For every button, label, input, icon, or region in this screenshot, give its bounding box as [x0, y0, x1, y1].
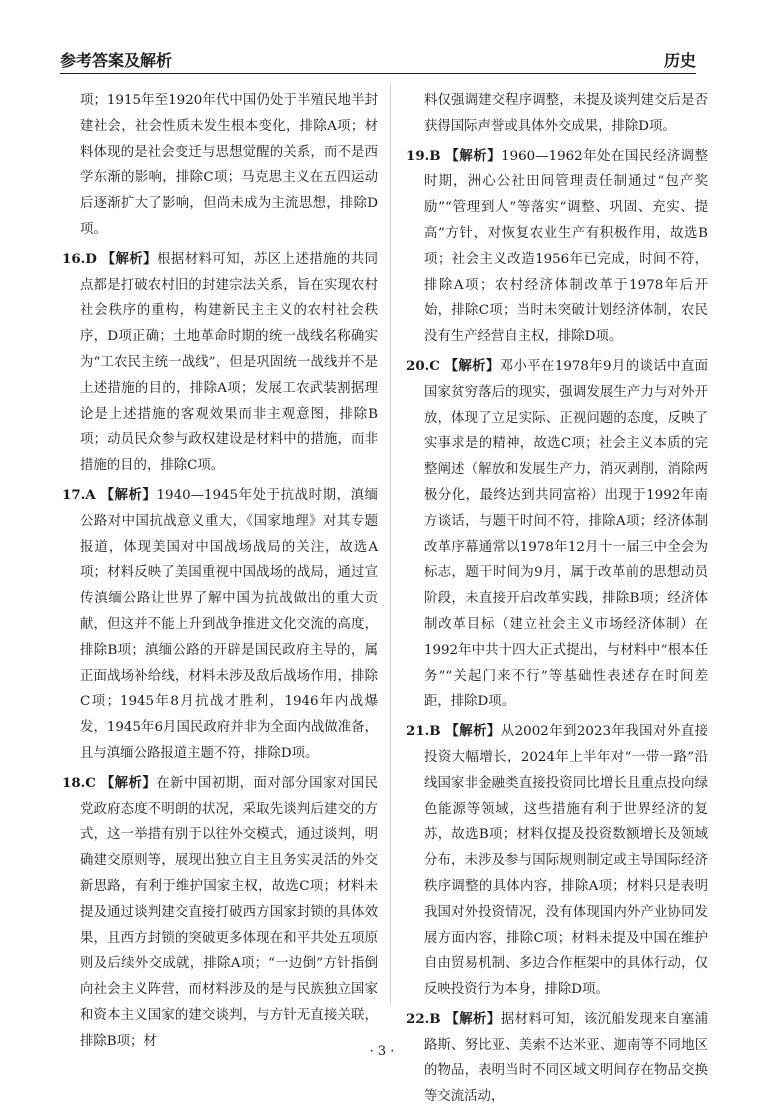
page-number: · 3 · [369, 1044, 395, 1059]
answer-number: 19.B [406, 147, 441, 164]
document-title: 参考答案及解析 [60, 51, 173, 70]
column-divider [390, 84, 391, 1004]
analysis-tag: 【解析】 [445, 723, 501, 740]
answer-item-18 [62, 771, 378, 1055]
answer-number: 16.D [62, 250, 97, 267]
answer-continuation: 项；1915年至1920年代中国仍处于半殖民地半封建社会，社会性质未发生根本变化，排除A项；材料体现的是社会变迁与思想觉醒的关系，而不是西学东渐的影响，排除C项；马克思主义在五四运动后逐渐扩大了影响，但尚未成为主流思想，排除D项。 [80, 93, 378, 237]
answer-item-17 [62, 483, 378, 767]
answer-number: 17.A [62, 486, 96, 503]
analysis-tag: 【解析】 [445, 147, 502, 164]
answer-number: 18.C [62, 774, 96, 791]
analysis-tag: 【解析】 [445, 1010, 501, 1027]
answer-continuation: 料仅强调建交程序调整，未提及谈判建交后是否获得国际声誉或具体外交成果，排除D项。 [424, 93, 708, 134]
analysis-tag: 【解析】 [101, 250, 158, 267]
left-column [62, 88, 378, 1058]
answer-text: 1940—1945年处于抗战时期，滇缅公路对中国抗战意义重大，《国家地理》对其专题报道，体现美国对中国战场战局的关注，故选A项；材料反映了美国重视中国战场的战局，通过宣传滇缅公路让世界了解中国为抗战做出的重大贡献，但这并不能上升到战争推进文化交流的高度，排除B项；滇缅公路的开辟是国民政府主导的，属正面战场补给线，材料未涉及敌后战场作用，排除C项；1945年8月抗战才胜利，1946年内战爆发，1945年6月国民政府并非为全面内战做准备，且与滇缅公路报道主题不符，排除D项。 [80, 487, 379, 761]
analysis-tag: 【解析】 [444, 357, 500, 374]
header-rule [60, 73, 696, 74]
analysis-tag: 【解析】 [100, 486, 157, 503]
answer-number: 20.C [406, 357, 440, 374]
page-header [60, 42, 696, 72]
answer-number: 22.B [406, 1010, 441, 1027]
answer-text: 1960—1962年处在国民经济调整时期，洲心公社田间管理责任制通过“包产奖励”“管理到人”等落实“调整、巩固、充实、提高”方针，对恢复农业生产有积极作用，故选B项；社会主义改造1956年已完成，时间不符，排除A项；农村经济体制改革于1978年后开始，排除C项；当时未突破计划经济体制，农民没有生产经营自主权，排除D项。 [424, 148, 708, 345]
answer-item-19 [406, 144, 708, 350]
answer-text: 根据材料可知，苏区上述措施的共同点都是打破农村旧的封建宗法关系，旨在实现农村社会秩序的重构，构建新民主主义的农村社会秩序，D项正确；土地革命时期的统一战线名称确实为“工农民主统一战线”，但是巩固统一战线并不是上述措施的目的，排除A项；发展工农武装割据理论是上述措施的客观效果而非主观意图，排除B项；动员民众参与政权建设是材料中的措施，而非措施的目的，排除C项。 [80, 251, 379, 474]
answer-item-21 [406, 719, 708, 1003]
answer-item-16 [62, 247, 378, 479]
answer-text: 邓小平在1978年9月的谈话中直面国家贫穷落后的现实，强调发展生产力与对外开放，体现了立足实际、正视问题的态度，反映了实事求是的精神，故选C项；社会主义本质的完整阐述（解放和发展生产力，消灭剥削，消除两极分化，最终达到共同富裕）出现于1992年南方谈话，与题干时间不符，排除A项；经济体制改革序幕通常以1978年12月十一届三中全会为标志，题干时间为9月，属于改革前的思想动员阶段，未直接开启改革实践，排除B项；经济体制改革目标（建立社会主义市场经济体制）在1992年中共十四大正式提出，与材料中“根本任务”“关起门来不行”等基础性表述存在时间差距，排除D项。 [424, 358, 708, 710]
answer-text: 据材料可知，该沉船发现来自塞浦路斯、努比亚、美索不达米亚、迦南等不同地区的物品，表明当时不同区域文明间存在物品交换等交流活动， [424, 1011, 709, 1105]
answer-text: 在新中国初期，面对部分国家对国民党政府态度不明朗的状况，采取先谈判后建交的方式，这一举措有别于以往外交模式，通过谈判，明确建交原则等，展现出独立自主且务实灵活的外交新思路，有利于维护国家主权，故选C项；材料未提及通过谈判建交直接打破西方国家封锁的具体效果，且西方封锁的突破更多体现在和平共处五项原则及后续外交成就，排除A项；“一边倒”方针指倒向社会主义阵营，而材料涉及的是与民族独立国家和资本主义国家的建交谈判，与方针无直接关联，排除B项；材 [80, 775, 379, 1049]
analysis-tag: 【解析】 [100, 774, 157, 791]
right-column [406, 88, 708, 1114]
answer-number: 21.B [406, 723, 441, 740]
answer-item-20 [406, 354, 708, 715]
answer-text: 从2002年到2023年我国对外直接投资大幅增长，2024年上半年对“一带一路”沿线国家非金融类直接投资同比增长且重点投向绿色能源等领域，这些措施有利于世界经济的复苏，故选B项；材料仅提及投资数额增长及领域分布，未涉及参与国际规则制定或主导国际经济秩序调整的具体内容，排除A项；材料只是表明我国对外投资情况，没有体现国内外产业协同发展方面内容，排除C项；材料未提及中国在维护自由贸易机制、多边合作框架中的具体行动，仅反映投资行为本身，排除D项。 [424, 724, 709, 998]
subject-title: 历史 [663, 51, 696, 70]
